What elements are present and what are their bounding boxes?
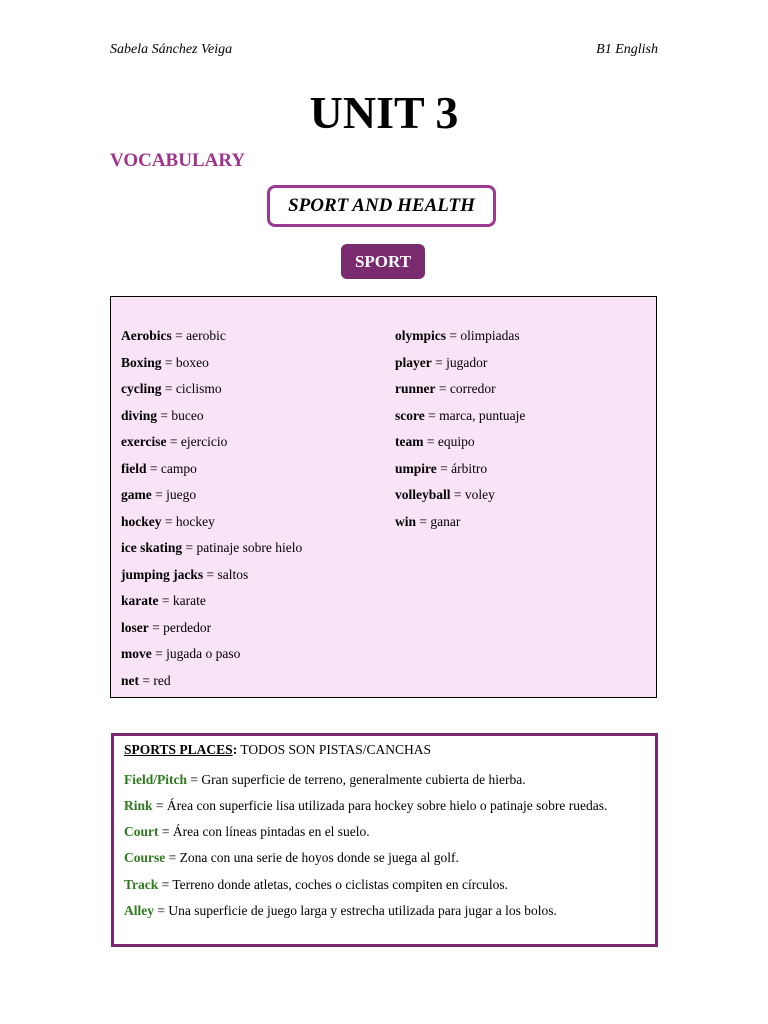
equals-sign: = [161, 513, 176, 529]
vocabulary-term: move [121, 646, 152, 661]
vocabulary-term: game [121, 487, 152, 502]
equals-sign: = [165, 850, 180, 866]
sports-place-row [124, 793, 645, 819]
vocabulary-item [121, 615, 302, 642]
vocabulary-translation: patinaje sobre hielo [196, 540, 303, 555]
sports-place-term: Track [124, 876, 159, 892]
equals-sign: = [157, 407, 172, 423]
equals-sign: = [450, 487, 465, 502]
equals-sign: = [424, 407, 440, 423]
vocabulary-translation: buceo [171, 407, 204, 423]
equals-sign: = [148, 619, 164, 635]
vocabulary-translation: hockey [175, 513, 215, 529]
sports-places-title: SPORTS PLACES [124, 742, 233, 757]
vocabulary-item [121, 562, 302, 589]
vocabulary-term: exercise [121, 434, 167, 449]
equals-sign: = [416, 513, 431, 529]
subtopic-label: SPORT [354, 251, 412, 271]
vocabulary-translation: olimpiadas [460, 328, 520, 343]
author-name: Sabela Sánchez Veiga [110, 42, 233, 57]
vocabulary-translation: boxeo [175, 354, 209, 370]
vocabulary-term: Boxing [121, 354, 162, 370]
sports-places-note: TODOS SON PISTAS/CANCHAS [240, 742, 432, 757]
vocabulary-item [121, 456, 302, 483]
vocabulary-term: ice skating [121, 540, 183, 555]
topic-box [267, 185, 496, 227]
vocabulary-term: karate [121, 593, 159, 608]
equals-sign: = [161, 381, 176, 396]
vocabulary-translation: saltos [217, 566, 249, 582]
vocabulary-translation: ciclismo [175, 381, 222, 396]
vocabulary-item [121, 588, 302, 615]
sports-place-row [124, 898, 645, 924]
vocabulary-item [121, 429, 302, 456]
equals-sign: = [151, 487, 167, 502]
vocabulary-term: Aerobics [121, 328, 172, 343]
vocabulary-translation: campo [160, 460, 197, 476]
equals-sign: = [435, 381, 450, 396]
equals-sign: = [151, 646, 167, 661]
equals-sign: = [436, 460, 452, 476]
vocabulary-translation: jugador [446, 354, 488, 370]
vocabulary-translation: juego [166, 487, 197, 502]
equals-sign: = [171, 328, 187, 343]
vocabulary-term: net [121, 672, 139, 688]
sports-place-definition: Área con superficie lisa utilizada para hockey sobre hielo o patinaje sobre ruedas. [166, 797, 608, 813]
section-heading: VOCABULARY [110, 150, 246, 171]
vocabulary-item [121, 535, 302, 562]
sports-place-definition: Zona con una serie de hoyos donde se juega al golf. [179, 850, 459, 866]
vocabulary-term: cycling [121, 381, 162, 396]
vocabulary-item [395, 350, 525, 377]
vocabulary-term: team [395, 434, 424, 449]
vocabulary-item [121, 482, 302, 509]
sports-place-term: Court [124, 824, 159, 840]
vocabulary-term: umpire [395, 460, 437, 476]
vocabulary-term: olympics [395, 328, 447, 343]
vocabulary-column-right [395, 323, 525, 535]
vocabulary-term: loser [121, 619, 149, 635]
course-name: B1 English [596, 42, 658, 57]
vocabulary-item [395, 482, 525, 509]
vocabulary-term: jumping jacks [121, 566, 204, 582]
vocabulary-item [121, 350, 302, 377]
vocabulary-translation: perdedor [163, 619, 212, 635]
page-title: UNIT 3 [309, 87, 459, 138]
equals-sign: = [423, 434, 438, 449]
sports-place-term: Rink [124, 797, 153, 813]
equals-sign: = [158, 593, 173, 608]
subtopic-badge [341, 244, 425, 279]
equals-sign: = [187, 771, 202, 787]
vocabulary-translation: aerobic [186, 328, 226, 343]
vocabulary-translation: karate [172, 593, 206, 608]
sports-place-term: Course [124, 850, 166, 866]
vocabulary-term: field [121, 460, 147, 476]
vocabulary-translation: árbitro [451, 460, 488, 476]
topic-label: SPORT AND HEALTH [288, 195, 475, 216]
sports-place-row [124, 872, 645, 898]
equals-sign: = [446, 328, 461, 343]
vocabulary-translation: jugada o paso [166, 646, 241, 661]
vocabulary-translation: ejercicio [180, 434, 228, 449]
vocabulary-item [121, 376, 302, 403]
vocabulary-box [110, 296, 657, 698]
vocabulary-item [121, 323, 302, 350]
equals-sign: = [154, 902, 169, 918]
vocabulary-term: player [395, 354, 432, 370]
sports-place-definition: Terreno donde atletas, coches o ciclistas compiten en círculos. [172, 876, 509, 892]
vocabulary-item [121, 641, 302, 668]
sports-place-definition: Gran superficie de terreno, generalmente cubierta de hierba. [201, 771, 526, 787]
sports-place-row [124, 819, 645, 845]
vocabulary-translation: equipo [437, 434, 475, 449]
vocabulary-column-left [121, 323, 302, 694]
sports-place-definition: Área con líneas pintadas en el suelo. [172, 824, 370, 840]
vocabulary-item [395, 376, 525, 403]
vocabulary-item [395, 403, 525, 430]
equals-sign: = [166, 434, 181, 449]
vocabulary-translation: ganar [430, 513, 461, 529]
sports-place-definition: Una superficie de juego larga y estrecha utilizada para jugar a los bolos. [168, 902, 557, 918]
vocabulary-item [395, 509, 525, 536]
equals-sign: = [158, 876, 173, 892]
vocabulary-term: diving [121, 407, 158, 423]
vocabulary-item [121, 509, 302, 536]
vocabulary-translation: voley [464, 487, 495, 502]
equals-sign: = [182, 540, 197, 555]
equals-sign: = [203, 566, 218, 582]
sports-place-row [124, 767, 645, 793]
sports-places-heading: SPORTS PLACES: TODOS SON PISTAS/CANCHAS [124, 742, 432, 757]
sports-place-row [124, 845, 645, 871]
vocabulary-item [395, 323, 525, 350]
sports-places-box [111, 733, 658, 947]
vocabulary-item [121, 668, 302, 695]
sports-places-list [124, 767, 645, 925]
equals-sign: = [431, 354, 447, 370]
equals-sign: = [146, 460, 161, 476]
vocabulary-term: volleyball [395, 487, 451, 502]
vocabulary-translation: marca, puntuaje [439, 407, 526, 423]
vocabulary-item [395, 429, 525, 456]
vocabulary-term: runner [395, 381, 436, 396]
equals-sign: = [158, 824, 173, 840]
vocabulary-translation: corredor [449, 381, 496, 396]
sports-place-term: Alley [124, 902, 154, 918]
vocabulary-term: hockey [121, 513, 162, 529]
vocabulary-item [121, 403, 302, 430]
vocabulary-term: score [395, 407, 425, 423]
equals-sign: = [139, 672, 154, 688]
equals-sign: = [161, 354, 176, 370]
vocabulary-term: win [395, 513, 417, 529]
sports-place-term: Field/Pitch [124, 771, 187, 787]
vocabulary-item [395, 456, 525, 483]
equals-sign: = [152, 797, 167, 813]
vocabulary-translation: red [153, 672, 171, 688]
